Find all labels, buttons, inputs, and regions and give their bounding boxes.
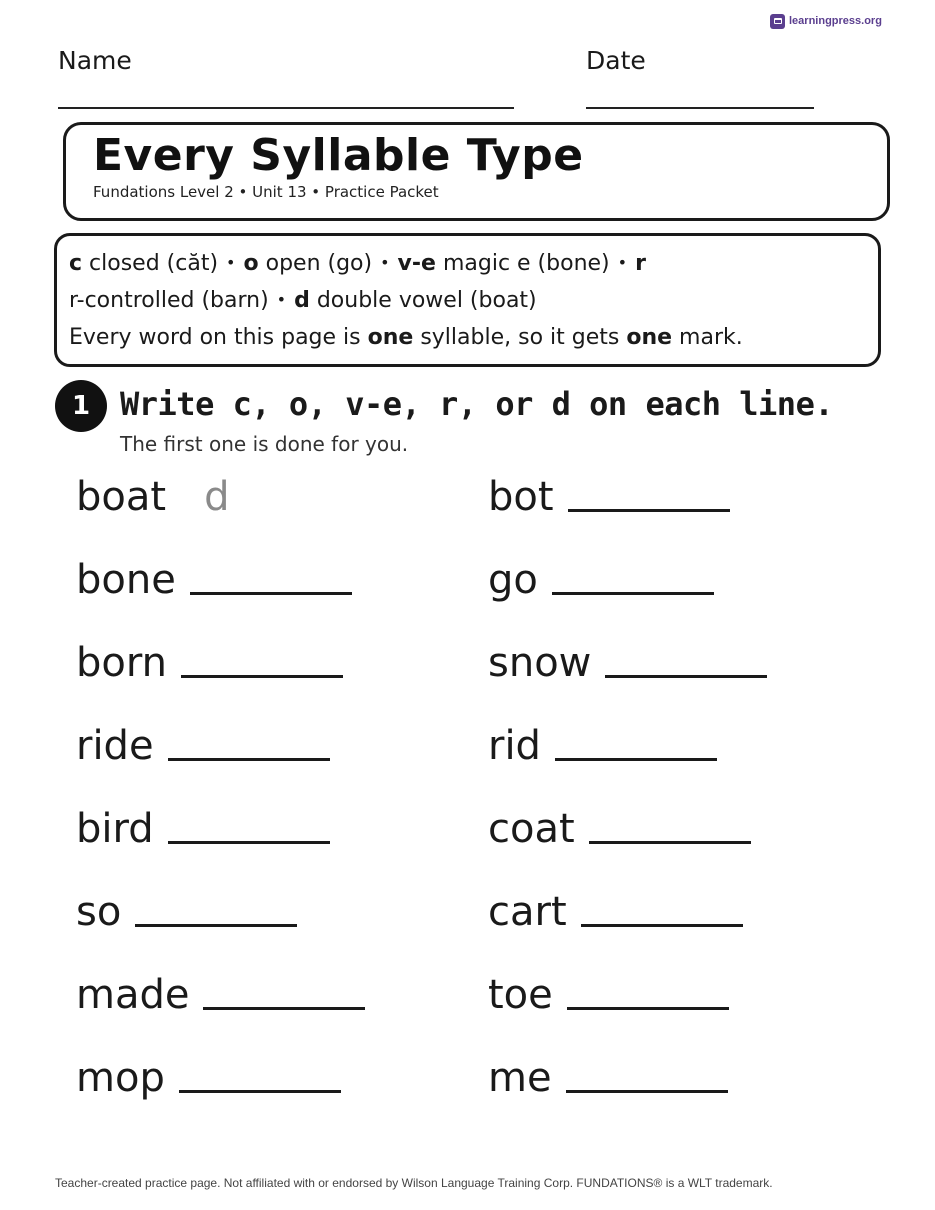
word: born (76, 640, 167, 686)
word: rid (488, 723, 541, 769)
answer-line[interactable] (566, 1090, 728, 1093)
word: coat (488, 806, 575, 852)
exercise-number: 1 (55, 380, 107, 432)
word: me (488, 1055, 552, 1101)
word-row (76, 474, 230, 520)
date-label: Date (586, 46, 646, 75)
answer-line[interactable] (135, 924, 297, 927)
key-code: v-e (397, 251, 436, 276)
word-row (488, 972, 729, 1018)
rule-text: mark. (672, 325, 743, 350)
rule-text: Every word on this page is (69, 325, 368, 350)
word: bird (76, 806, 154, 852)
answer-line[interactable] (181, 675, 343, 678)
word-row (488, 889, 743, 935)
word: so (76, 889, 122, 935)
key-code: c (69, 251, 83, 276)
key-separator: • (617, 253, 628, 272)
name-line (58, 107, 514, 109)
brand-name: learningpress.org (789, 15, 882, 27)
example-answer: d (204, 474, 230, 520)
word-row (488, 474, 730, 520)
word-row (76, 889, 297, 935)
date-line (586, 107, 814, 109)
word-row (76, 640, 343, 686)
key-desc: magic e (bone) (442, 251, 610, 276)
answer-line[interactable] (179, 1090, 341, 1093)
syllable-key (54, 233, 881, 367)
key-rule (69, 320, 866, 356)
word-row (488, 557, 714, 603)
key-line-1 (69, 246, 866, 283)
word: snow (488, 640, 592, 686)
answer-line[interactable] (190, 592, 352, 595)
word: cart (488, 889, 567, 935)
exercise-instruction: Write c, o, v-e, r, or d on each line. (120, 385, 834, 423)
key-desc: open (go) (265, 251, 373, 276)
title-box (63, 122, 890, 221)
answer-line[interactable] (581, 924, 743, 927)
key-desc: closed (căt) (89, 251, 219, 276)
key-desc: double vowel (boat) (316, 288, 537, 313)
answer-line[interactable] (168, 758, 330, 761)
word: ride (76, 723, 154, 769)
rule-emphasis: one (367, 325, 414, 350)
answer-line[interactable] (203, 1007, 365, 1010)
name-label: Name (58, 46, 132, 75)
page-title: Every Syllable Type (93, 130, 584, 181)
word-row (488, 1055, 728, 1101)
word: boat (76, 474, 167, 520)
word-row (76, 972, 365, 1018)
word-row (76, 806, 330, 852)
word-row (488, 723, 717, 769)
key-code: o (243, 251, 259, 276)
key-separator: • (276, 290, 287, 309)
rule-emphasis: one (626, 325, 673, 350)
word: mop (76, 1055, 165, 1101)
answer-line[interactable] (589, 841, 751, 844)
key-line-2 (69, 283, 866, 320)
word-row (488, 806, 751, 852)
answer-line[interactable] (555, 758, 717, 761)
page-subtitle: Fundations Level 2 • Unit 13 • Practice Packet (93, 183, 439, 201)
exercise-hint: The first one is done for you. (120, 432, 409, 456)
word-row (76, 723, 330, 769)
key-separator: • (226, 253, 236, 272)
key-code: d (294, 288, 310, 313)
word-row (76, 1055, 341, 1101)
word: bot (488, 474, 554, 520)
answer-line[interactable] (568, 509, 730, 512)
key-desc: r-controlled (barn) (69, 288, 269, 313)
book-icon (770, 14, 785, 29)
word: go (488, 557, 538, 603)
word: bone (76, 557, 176, 603)
key-code: r (635, 251, 646, 276)
footer-disclaimer: Teacher-created practice page. Not affiliated with or endorsed by Wilson Language Training Corp. FUNDATIONS® is a WLT trademark. (55, 1176, 773, 1190)
brand-logo (770, 13, 882, 29)
answer-line[interactable] (605, 675, 767, 678)
answer-line[interactable] (552, 592, 714, 595)
rule-text: syllable, so it gets (413, 325, 627, 350)
answer-line[interactable] (567, 1007, 729, 1010)
key-separator: • (380, 253, 390, 272)
answer-line[interactable] (168, 841, 330, 844)
word: made (76, 972, 190, 1018)
word-row (76, 557, 352, 603)
word: toe (488, 972, 553, 1018)
word-row (488, 640, 767, 686)
